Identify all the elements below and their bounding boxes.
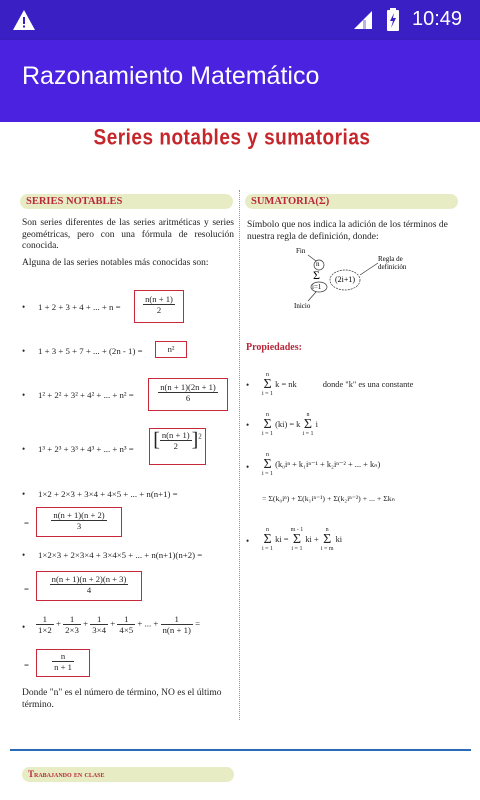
- series-3: 1² + 2² + 3² + 4² + ... + n² =: [38, 390, 134, 400]
- sigma: Σ: [323, 532, 332, 547]
- property-4: [262, 527, 342, 553]
- bullet: •: [22, 622, 26, 632]
- signal-icon: [352, 10, 374, 30]
- document-title: Series notables y sumatorias: [93, 126, 371, 151]
- app-title: Razonamiento Matemático: [22, 62, 320, 90]
- property-1-text: k = nk: [275, 379, 297, 389]
- series-intro: Son series diferentes de las series aritméticas y series geométricas, pero con una fórmula de resolución conocida.: [22, 218, 234, 251]
- frac-den: 2×3: [65, 625, 79, 635]
- app-bar: [0, 40, 480, 122]
- sum-bottom: i = m: [320, 546, 334, 552]
- bullet: •: [22, 550, 26, 560]
- property-1-note: donde "k" es una constante: [322, 379, 414, 389]
- bullet: •: [246, 536, 250, 546]
- series-note: Donde "n" es el número de término, NO es el último término.: [22, 688, 222, 710]
- property-3: [262, 452, 380, 478]
- sigma: Σ: [263, 417, 272, 432]
- series-1: 1 + 2 + 3 + 4 + ... + n =: [38, 302, 121, 312]
- diagram-inicio: Inicio: [294, 302, 311, 310]
- frac-num: 1: [117, 614, 135, 625]
- sigma: Σ: [263, 377, 272, 392]
- sum-bottom: i = 1: [262, 431, 274, 437]
- sum-bottom: i = 1: [262, 471, 274, 477]
- sum-top: n: [325, 527, 329, 533]
- frac-den: 3×4: [92, 625, 107, 635]
- frac-num: 1: [90, 614, 108, 625]
- diagram-fin: Fin: [296, 247, 306, 255]
- series-6-result: [36, 571, 142, 601]
- equals-sign: =: [24, 584, 29, 594]
- series-1-result: [134, 290, 184, 323]
- sum-bottom: i = 1: [291, 546, 303, 552]
- bullet: •: [22, 489, 26, 499]
- property-4-text: ki =: [275, 534, 289, 544]
- frac-den: 6: [185, 393, 191, 403]
- battery-charging-icon: [386, 8, 400, 32]
- plus-sign: +: [110, 618, 116, 629]
- bullet: •: [22, 346, 26, 356]
- property-3b: = Σ(k₀iⁿ) + Σ(k₁iⁿ⁻¹) + Σ(k₂iⁿ⁻²) + ... + Σkₙ: [262, 494, 395, 503]
- frac-num: 1: [36, 614, 54, 625]
- plus-sign: +: [83, 618, 89, 629]
- sumatoria-desc: Símbolo que nos indica la adición de los términos de nuestra regla de definición, donde:: [247, 220, 448, 242]
- series-5: 1×2 + 2×3 + 3×4 + 4×5 + ... + n(n+1) =: [38, 489, 178, 499]
- series-7: [36, 614, 200, 635]
- frac-den: 2: [156, 305, 162, 315]
- property-4-tail: ki: [335, 534, 343, 544]
- series-7-result: [36, 649, 90, 677]
- bullet: •: [246, 380, 250, 390]
- diagram-n: n: [316, 260, 320, 268]
- section-heading-sumatoria: SUMATORIA(Σ): [245, 194, 458, 209]
- series-intro-2: Alguna de las series notables más conocidas son:: [22, 258, 209, 268]
- sum-bottom: i = 1: [262, 391, 274, 397]
- sum-top: m - 1: [290, 527, 304, 533]
- frac-num: 1: [63, 614, 81, 625]
- exponent: 2: [198, 432, 202, 441]
- sum-bottom: i = 1: [302, 431, 314, 437]
- section-heading-trabajando: Trabajando en clase: [22, 767, 234, 782]
- property-2-tail: i: [315, 419, 318, 429]
- sumatoria-diagram: [290, 247, 420, 313]
- frac-num: n(n + 1)(n + 2)(n + 3): [51, 574, 127, 584]
- ellipsis-plus: + ... +: [137, 618, 159, 629]
- property-2: [262, 412, 318, 438]
- frac-num: n(n + 1)(n + 2): [53, 510, 105, 520]
- status-time: 10:49: [412, 8, 463, 30]
- bullet: •: [246, 420, 250, 430]
- bullet: •: [22, 444, 26, 454]
- equals-sign: =: [24, 660, 29, 670]
- diagram-rule: (2i+1): [335, 275, 356, 284]
- series-3-result: [148, 378, 228, 411]
- frac-num: n(n + 1)(2n + 1): [160, 382, 216, 392]
- column-divider: [239, 190, 240, 720]
- property-4-mid: ki +: [305, 534, 319, 544]
- frac-den: n + 1: [54, 662, 72, 672]
- frac-den: n(n + 1): [162, 625, 191, 635]
- frac-den: 4: [86, 585, 92, 595]
- properties-heading: Propiedades:: [246, 342, 302, 353]
- series-2-result: n²: [155, 341, 187, 358]
- sum-top: n: [266, 412, 270, 418]
- series-2: 1 + 3 + 5 + 7 + ... + (2n - 1) =: [38, 346, 143, 356]
- series-6: 1×2×3 + 2×3×4 + 3×4×5 + ... + n(n+1)(n+2) =: [38, 550, 203, 560]
- sum-top: n: [266, 527, 270, 533]
- warning-icon: [12, 9, 36, 31]
- bullet: •: [22, 302, 26, 312]
- document-page[interactable]: [0, 122, 480, 800]
- diagram-regla: Regla de definición: [378, 255, 407, 271]
- series-4: 1³ + 2³ + 3³ + 4³ + ... + n³ =: [38, 444, 134, 454]
- sigma: Σ: [303, 417, 313, 432]
- property-1: [262, 372, 413, 398]
- frac-num: n: [52, 651, 74, 662]
- sum-top: n: [266, 452, 270, 458]
- sum-top: n: [306, 412, 310, 418]
- frac-num: 1: [161, 614, 193, 625]
- equals-sign: =: [24, 518, 29, 528]
- property-3-text: (k₀iⁿ + k₁iⁿ⁻¹ + k₂iⁿ⁻² + ... + kₙ): [275, 459, 381, 469]
- frac-den: 1×2: [38, 625, 52, 635]
- section-separator: [10, 749, 471, 751]
- bullet: •: [22, 390, 26, 400]
- frac-den: 3: [76, 521, 82, 531]
- frac-num: n(n + 1): [161, 430, 190, 440]
- sigma: Σ: [263, 457, 272, 472]
- frac-num: n(n + 1): [145, 294, 173, 304]
- equals-sign: =: [195, 618, 201, 629]
- section-heading-series: SERIES NOTABLES: [20, 194, 233, 209]
- bullet: •: [246, 462, 250, 472]
- plus-sign: +: [55, 618, 61, 629]
- property-2-text: (ki) = k: [275, 419, 301, 429]
- sum-top: n: [266, 372, 270, 378]
- sigma: Σ: [263, 532, 272, 547]
- diagram-sigma: Σ: [313, 268, 320, 282]
- series-4-result: [ $\frac{n(n + 1)}{2}$ ]$^2$: [149, 428, 206, 465]
- diagram-i1: i=1: [312, 283, 322, 291]
- sigma: Σ: [292, 532, 301, 547]
- series-5-result: [36, 507, 122, 537]
- frac-den: 4×5: [119, 625, 134, 635]
- sum-bottom: i = 1: [262, 546, 274, 552]
- frac-den: 2: [173, 441, 178, 451]
- status-bar: [0, 0, 480, 40]
